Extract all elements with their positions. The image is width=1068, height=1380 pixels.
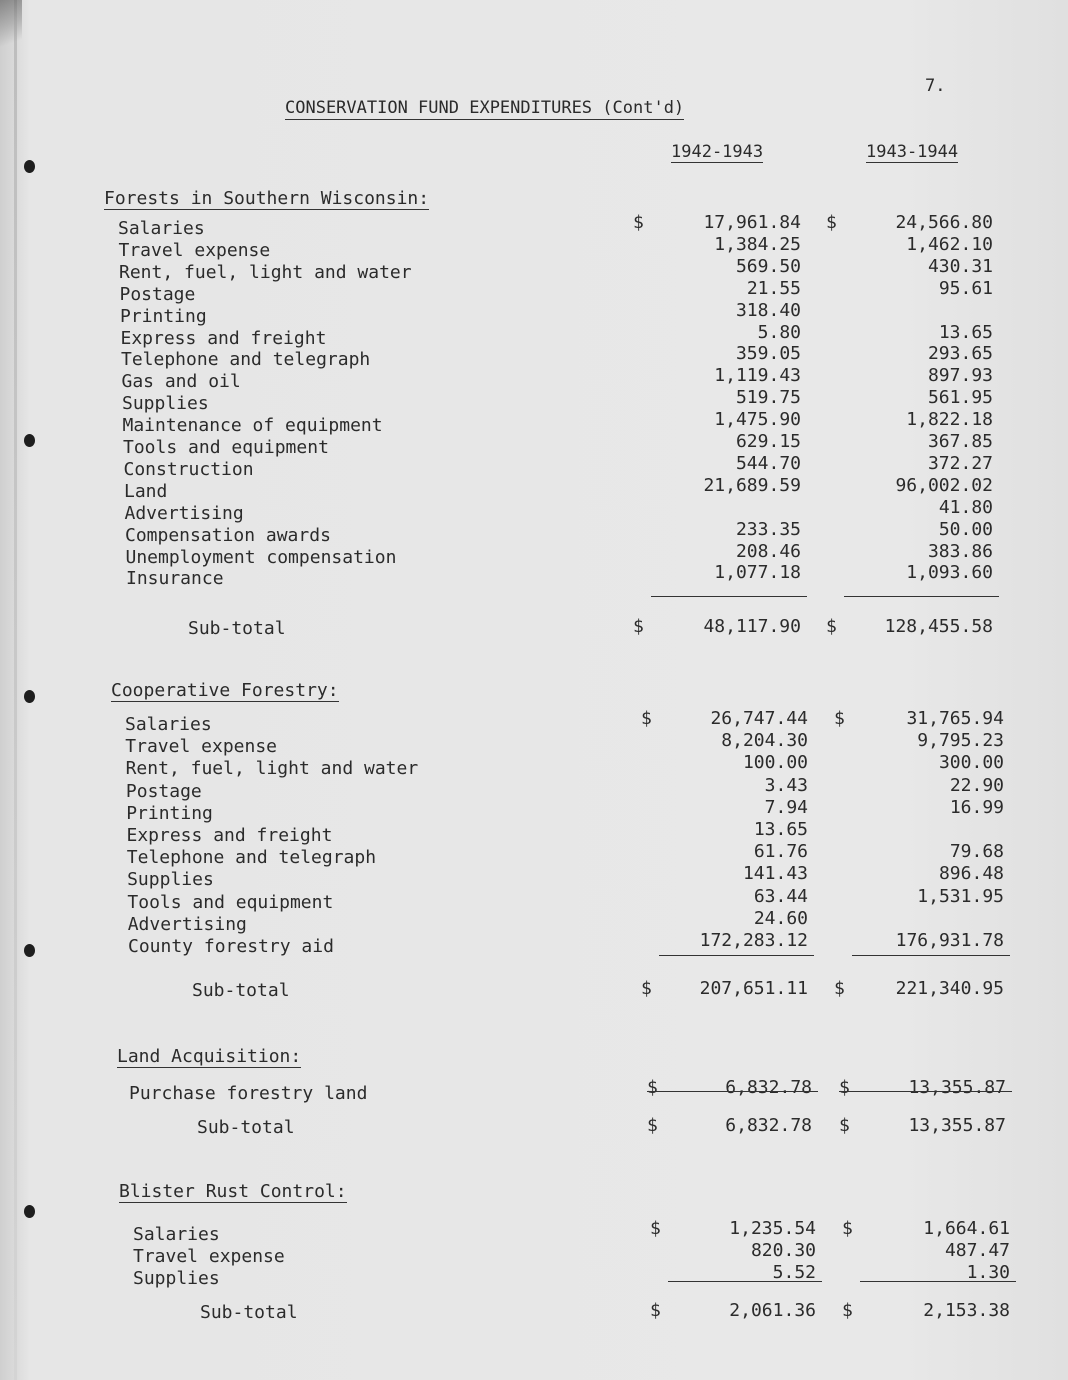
value-1942-1943: 141.43 <box>742 863 808 885</box>
subtotal-1942-1943: 2,061.36 <box>729 1300 816 1321</box>
subtotal-rule <box>860 1281 1016 1282</box>
row-label: County forestry aid <box>128 936 334 957</box>
subtotal-rule <box>852 955 1010 956</box>
value-1943-1944: 13.65 <box>938 321 993 343</box>
subtotal-label: Sub-total <box>188 618 286 639</box>
table-row <box>0 540 1068 568</box>
subtotal-rule <box>839 1091 1012 1092</box>
table-row <box>0 885 1068 913</box>
row-label: Salaries <box>125 714 212 735</box>
row-label: Land <box>124 480 168 502</box>
value-1942-1943: 21.55 <box>746 277 801 299</box>
dollar-sign: $ <box>633 212 644 233</box>
column-header-1943-1944: 1943-1944 <box>866 142 959 162</box>
value-1942-1943: 100.00 <box>742 752 808 774</box>
subtotal-1942-1943: 6,832.78 <box>725 1115 812 1136</box>
value-1942-1943: 569.50 <box>735 255 801 277</box>
value-1943-1944: 897.93 <box>927 365 993 387</box>
subtotal-label: Sub-total <box>197 1117 295 1138</box>
subtotal-row <box>0 616 1068 638</box>
value-1942-1943: 208.46 <box>735 540 801 562</box>
table-row <box>0 518 1068 546</box>
dollar-sign: $ <box>826 616 837 637</box>
dollar-sign: $ <box>641 978 652 999</box>
value-1942-1943: 629.15 <box>735 431 801 452</box>
table-row <box>0 752 1068 780</box>
row-label: Supplies <box>122 393 209 415</box>
row-label: Express and freight <box>126 825 333 846</box>
value-1943-1944: 96,002.02 <box>895 474 993 496</box>
table-row <box>0 452 1068 480</box>
value-1942-1943: 3.43 <box>764 774 808 796</box>
row-label: Printing <box>120 305 207 327</box>
value-1942-1943: 519.75 <box>735 387 801 409</box>
value-1943-1944: 1.30 <box>966 1262 1010 1283</box>
dollar-sign: $ <box>647 1115 658 1136</box>
table-row <box>0 819 1068 846</box>
row-label: Maintenance of equipment <box>122 415 383 437</box>
dollar-sign: $ <box>834 978 845 999</box>
subtotal-1943-1944: 221,340.95 <box>895 978 1004 999</box>
row-label: Postage <box>119 283 196 305</box>
row-label: Travel expense <box>133 1246 285 1267</box>
row-label: Tools and equipment <box>127 891 334 913</box>
dollar-sign: $ <box>839 1077 850 1098</box>
value-1942-1943: 820.30 <box>750 1240 816 1261</box>
row-label: Printing <box>126 802 213 824</box>
table-row <box>0 233 1068 261</box>
subtotal-row <box>0 978 1068 1000</box>
dollar-sign: $ <box>842 1218 853 1239</box>
value-1943-1944: 176,931.78 <box>895 930 1004 951</box>
table-row <box>0 1077 1068 1104</box>
value-1942-1943: 7.94 <box>764 796 808 818</box>
subtotal-row <box>0 1115 1068 1137</box>
table-row <box>0 496 1068 524</box>
subtotal-1943-1944: 13,355.87 <box>908 1115 1006 1136</box>
table-row <box>0 431 1068 458</box>
value-1942-1943: 1,077.18 <box>714 562 801 584</box>
binder-hole <box>24 1205 35 1218</box>
section-heading: Forests in Southern Wisconsin: <box>104 188 430 209</box>
value-1943-1944: 22.90 <box>949 774 1004 796</box>
dollar-sign: $ <box>647 1077 658 1098</box>
table-row <box>0 708 1068 735</box>
subtotal-rule <box>844 596 999 597</box>
subtotal-1942-1943: 48,117.90 <box>703 616 801 637</box>
value-1943-1944: 372.27 <box>927 452 993 474</box>
row-label: Travel expense <box>125 736 278 758</box>
value-1943-1944: 896.48 <box>938 863 1004 885</box>
table-row <box>0 365 1068 393</box>
value-1942-1943: 5.80 <box>757 321 801 343</box>
value-1943-1944: 9,795.23 <box>917 730 1004 752</box>
table-row <box>0 562 1068 590</box>
table-row <box>0 1218 1068 1245</box>
dollar-sign: $ <box>826 212 837 233</box>
value-1942-1943: 1,119.43 <box>714 365 801 387</box>
table-row <box>0 343 1068 371</box>
subtotal-label: Sub-total <box>200 1302 298 1323</box>
subtotal-1943-1944: 128,455.58 <box>884 616 993 637</box>
value-1942-1943: 61.76 <box>753 841 808 863</box>
row-label: Salaries <box>133 1224 220 1245</box>
subtotal-rule <box>668 1281 822 1282</box>
subtotal-1943-1944: 2,153.38 <box>923 1300 1010 1321</box>
section-heading: Blister Rust Control: <box>119 1181 347 1202</box>
table-row <box>0 277 1068 305</box>
value-1943-1944: 487.47 <box>944 1240 1010 1261</box>
value-1943-1944: 293.65 <box>927 343 993 365</box>
binder-hole <box>24 690 35 703</box>
row-label: Advertising <box>124 502 244 524</box>
value-1942-1943: 13.65 <box>753 819 808 840</box>
row-label: Tools and equipment <box>123 437 329 458</box>
value-1942-1943: 17,961.84 <box>703 212 801 233</box>
document-title: CONSERVATION FUND EXPENDITURES (Cont'd) <box>285 98 685 118</box>
subtotal-label: Sub-total <box>192 980 290 1001</box>
value-1943-1944: 1,093.60 <box>906 562 993 584</box>
value-1943-1944: 13,355.87 <box>908 1077 1006 1098</box>
value-1942-1943: 8,204.30 <box>721 730 808 752</box>
value-1943-1944: 1,664.61 <box>923 1218 1010 1239</box>
table-row <box>0 474 1068 502</box>
value-1943-1944: 1,462.10 <box>906 233 993 255</box>
value-1942-1943: 172,283.12 <box>699 930 808 951</box>
row-label: Supplies <box>127 869 214 891</box>
value-1943-1944: 300.00 <box>938 752 1004 774</box>
row-label: Telephone and telegraph <box>121 349 371 371</box>
value-1943-1944: 41.80 <box>938 496 993 518</box>
row-label: Express and freight <box>120 327 327 349</box>
table-row <box>0 863 1068 891</box>
page-number: 7. <box>925 76 946 96</box>
row-label: Salaries <box>118 218 205 239</box>
value-1942-1943: 1,384.25 <box>714 233 801 255</box>
corner-mark <box>0 0 22 60</box>
row-label: Unemployment compensation <box>125 546 397 568</box>
value-1942-1943: 26,747.44 <box>710 708 808 729</box>
value-1943-1944: 79.68 <box>949 841 1004 863</box>
value-1943-1944: 1,531.95 <box>917 885 1004 907</box>
subtotal-1942-1943: 207,651.11 <box>699 978 808 999</box>
value-1942-1943: 5.52 <box>772 1262 816 1283</box>
subtotal-rule <box>659 955 814 956</box>
row-label: Rent, fuel, light and water <box>125 758 419 780</box>
table-row <box>0 774 1068 802</box>
value-1943-1944: 95.61 <box>938 277 993 299</box>
value-1942-1943: 21,689.59 <box>703 474 801 496</box>
value-1942-1943: 359.05 <box>735 343 801 365</box>
row-label: Construction <box>123 458 254 480</box>
dollar-sign: $ <box>842 1300 853 1321</box>
value-1942-1943: 24.60 <box>753 907 808 929</box>
table-row <box>0 907 1068 935</box>
table-row <box>0 409 1068 437</box>
value-1943-1944: 367.85 <box>927 431 993 452</box>
binder-hole <box>24 160 35 173</box>
dollar-sign: $ <box>839 1115 850 1136</box>
table-row <box>0 321 1068 349</box>
row-label: Postage <box>125 780 202 802</box>
table-row <box>0 1240 1068 1267</box>
value-1943-1944: 31,765.94 <box>906 708 1004 729</box>
column-header-1942-1943: 1942-1943 <box>671 142 764 162</box>
row-label: Gas and oil <box>121 371 241 393</box>
row-label: Rent, fuel, light and water <box>119 261 412 283</box>
dollar-sign: $ <box>633 616 644 637</box>
value-1942-1943: 1,235.54 <box>729 1218 816 1239</box>
row-label: Supplies <box>133 1268 220 1289</box>
row-label: Insurance <box>126 568 224 590</box>
dollar-sign: $ <box>650 1218 661 1239</box>
value-1942-1943: 6,832.78 <box>725 1077 812 1098</box>
row-label: Purchase forestry land <box>129 1083 368 1104</box>
subtotal-rule <box>651 596 807 597</box>
table-row <box>0 212 1068 239</box>
value-1942-1943: 318.40 <box>735 299 801 321</box>
subtotal-rule <box>647 1091 818 1092</box>
row-label: Compensation awards <box>125 524 331 546</box>
value-1942-1943: 233.35 <box>735 518 801 540</box>
value-1943-1944: 383.86 <box>927 540 993 562</box>
dollar-sign: $ <box>834 708 845 729</box>
binding-line <box>14 0 17 1380</box>
value-1943-1944: 24,566.80 <box>895 212 993 233</box>
subtotal-row <box>0 1300 1068 1322</box>
section-heading: Cooperative Forestry: <box>111 680 339 701</box>
value-1943-1944: 50.00 <box>938 518 993 540</box>
table-row <box>0 841 1068 869</box>
value-1942-1943: 544.70 <box>735 452 801 474</box>
value-1942-1943: 63.44 <box>753 885 808 907</box>
section-heading: Land Acquisition: <box>117 1046 302 1067</box>
value-1943-1944: 16.99 <box>949 796 1004 818</box>
value-1943-1944: 430.31 <box>927 255 993 277</box>
value-1943-1944: 1,822.18 <box>906 409 993 431</box>
table-row <box>0 796 1068 824</box>
dollar-sign: $ <box>641 708 652 729</box>
table-row <box>0 387 1068 415</box>
row-label: Advertising <box>127 913 247 935</box>
table-row <box>0 255 1068 283</box>
dollar-sign: $ <box>650 1300 661 1321</box>
value-1942-1943: 1,475.90 <box>714 409 801 431</box>
table-row <box>0 730 1068 758</box>
table-row <box>0 930 1068 957</box>
row-label: Travel expense <box>118 239 271 261</box>
value-1943-1944: 561.95 <box>927 387 993 409</box>
row-label: Telephone and telegraph <box>126 847 377 869</box>
table-row <box>0 299 1068 327</box>
